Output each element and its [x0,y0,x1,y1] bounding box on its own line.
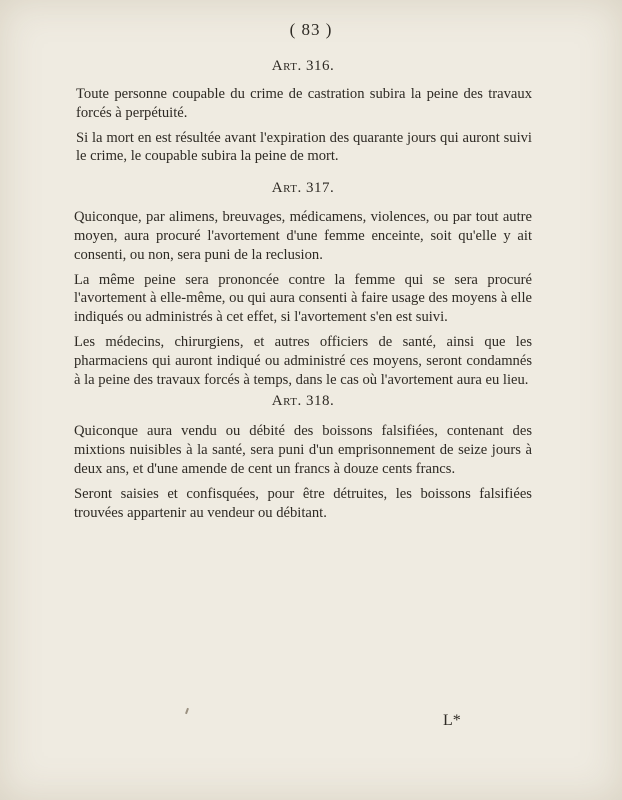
article-paragraph: Les médecins, chirurgiens, et autres officiers de santé, ainsi que les pharmaciens qui auront indiqué ou administré ces moyens, seront condamnés à la peine des travaux forcés à temps, dans le cas où l'avortement aura eu lieu. [74,333,532,388]
article-heading: Art. 316. [271,58,335,74]
printer-signature-mark: L* [443,712,461,729]
article-heading: Art. 317. [271,180,335,197]
article-paragraph: Seront saisies et confisquées, pour être détruites, les boissons falsifiées trouvées appartenir au vendeur ou débitant. [74,485,532,521]
page-content [74,58,532,522]
article-paragraph: Toute personne coupable du crime de castration subira la peine des travaux forcés à perpétuité. [76,86,532,121]
page-number: ( 83 ) [289,20,333,39]
paper-mark [185,708,189,714]
article-heading: Art. 318. [271,393,335,410]
article-paragraph: Quiconque aura vendu ou débité des boissons falsifiées, contenant des mixtions nuisibles à la santé, sera puni d'un emprisonnement de seize jours à deux ans, et d'une amende de cent un francs à douze cents francs. [74,423,532,477]
article-paragraph: Si la mort en est résultée avant l'expiration des quarante jours qui auront suivi le crime, le coupable subira la peine de mort. [76,129,532,165]
article-paragraph: Quiconque, par alimens, breuvages, médicamens, violences, ou par tout autre moyen, aura procuré l'avortement d'une femme enceinte, soit qu'elle y ait consenti, ou non, sera puni de la reclusion. [74,209,532,263]
article-paragraph: La même peine sera prononcée contre la femme qui se sera procuré l'avortement à elle-même, ou qui aura consenti à faire usage des moyens à elle indiqués ou administrés à cet effet, si l'avortement s'en est suivi. [74,271,532,326]
